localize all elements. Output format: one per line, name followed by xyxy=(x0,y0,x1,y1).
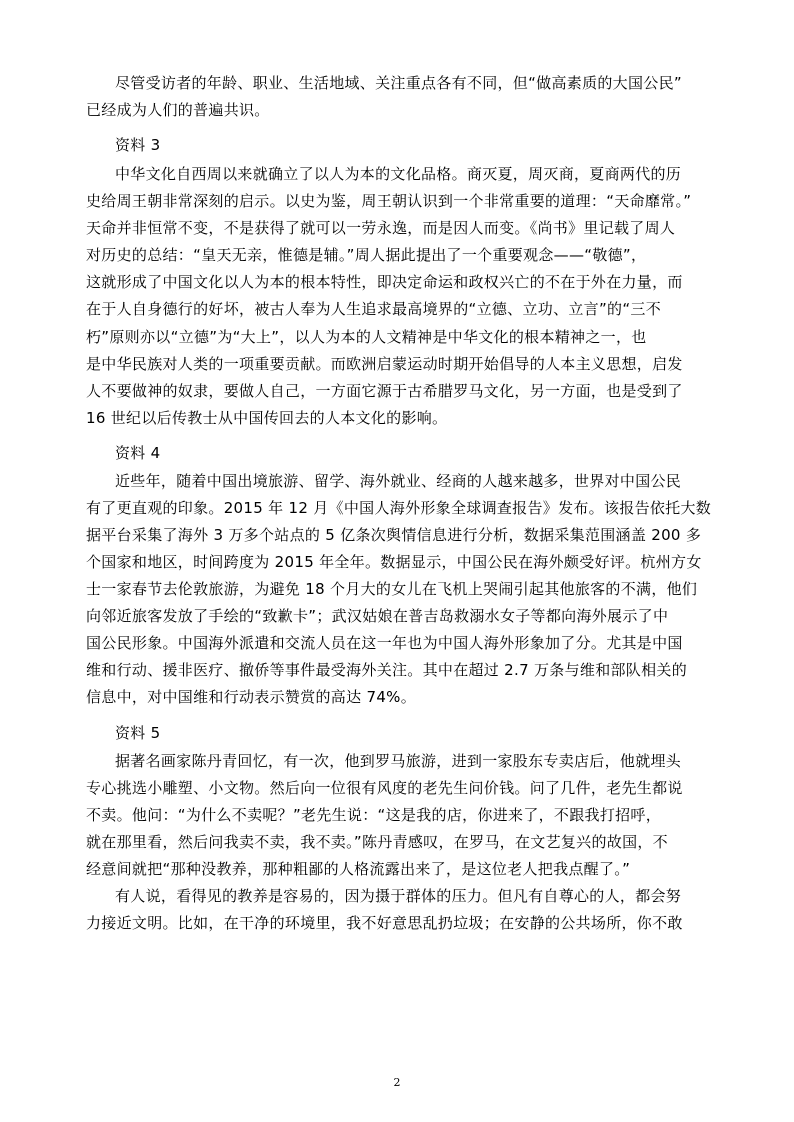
text-line: 中华文化自西周以来就确立了以人为本的文化品格。商灭夏，周灭商，夏商两代的历 xyxy=(115,165,682,183)
text-line: 近些年，随着中国出境旅游、留学、海外就业、经商的人越来越多，世界对中国公民 xyxy=(115,472,682,490)
text-line: 向邻近旅客发放了手绘的“致歉卡”；武汉姑娘在普吉岛救溺水女子等都向海外展示了中 xyxy=(86,607,669,625)
text-line: 这就形成了中国文化以人为本的根本特性，即决定命运和政权兴亡的不在于外在力量，而 xyxy=(86,273,683,291)
text-line: 士一家春节去伦敦旅游，为避免 18 个月大的女儿在飞机上哭闹引起其他旅客的不满，他们 xyxy=(86,580,698,598)
text-line: 据平台采集了海外 3 万多个站点的 5 亿条次舆情信息进行分析，数据采集范围涵盖 200 多 xyxy=(86,526,702,544)
text-line: 尽管受访者的年龄、职业、生活地域、关注重点各有不同，但“做高素质的大国公民” xyxy=(115,74,682,92)
section-heading: 资料 5 xyxy=(115,724,161,742)
text-line: 16 世纪以后传教士从中国传回去的人本文化的影响。 xyxy=(86,409,448,427)
text-line: 天命并非恒常不变，不是获得了就可以一劳永逸，而是因人而变。《尚书》里记载了周人 xyxy=(86,219,676,237)
text-line: 在于人自身德行的好坏，被古人奉为人生追求最高境界的“立德、立功、立言”的“三不 xyxy=(86,300,662,318)
text-line: 维和行动、援非医疗、撤侨等事件最受海外关注。其中在超过 2.7 万条与维和部队相关的 xyxy=(86,661,687,679)
text-line: 已经成为人们的普遍共识。 xyxy=(86,101,270,119)
text-line: 力接近文明。比如，在干净的环境里，我不好意思乱扔垃圾；在安静的公共场所，你不敢 xyxy=(86,914,683,932)
text-line: 据著名画家陈丹青回忆，有一次，他到罗马旅游，进到一家股东专卖店后，他就埋头 xyxy=(115,752,682,770)
text-line: 信息中，对中国维和行动表示赞赏的高达 74%。 xyxy=(86,688,417,706)
page-number: 2 xyxy=(393,1076,401,1089)
text-line: 国公民形象。中国海外派遣和交流人员在这一年也为中国人海外形象加了分。尤其是中国 xyxy=(86,634,683,652)
text-line: 人不要做神的奴隶，要做人自己，一方面它源于古希腊罗马文化，另一方面，也是受到了 xyxy=(86,382,683,400)
text-line: 个国家和地区，时间跨度为 2015 年全年。数据显示，中国公民在海外颇受好评。杭州方女 xyxy=(86,553,702,571)
section-heading: 资料 4 xyxy=(115,444,161,462)
section-heading: 资料 3 xyxy=(115,136,161,154)
text-line: 经意间就把“那种没教养，那种粗鄙的人格流露出来了，是这位老人把我点醒了。” xyxy=(86,860,631,878)
text-line: 专心挑选小雕塑、小文物。然后向一位很有风度的老先生问价钱。问了几件，老先生都说 xyxy=(86,779,683,797)
text-line: 是中华民族对人类的一项重要贡献。而欧洲启蒙运动时期开始倡导的人本主义思想，启发 xyxy=(86,355,683,373)
text-line: 不卖。他问：“为什么不卖呢？”老先生说：“这是我的店，你进来了，不跟我打招呼， xyxy=(86,806,662,824)
text-line: 朽”原则亦以“立德”为“大上”，以人为本的人文精神是中华文化的根本精神之一，也 xyxy=(86,328,647,346)
text-line: 有了更直观的印象。2015 年 12 月《中国人海外形象全球调查报告》发布。该报告依托大数 xyxy=(86,499,712,517)
text-line: 史给周王朝非常深刻的启示。以史为鉴，周王朝认识到一个非常重要的道理：“天命靡常。” xyxy=(86,192,692,210)
text-line: 对历史的总结：“皇天无亲，惟德是辅。”周人据此提出了一个重要观念——“敬德”， xyxy=(86,246,647,264)
text-line: 就在那里看，然后问我卖不卖，我不卖。”陈丹青感叹，在罗马，在文艺复兴的故国，不 xyxy=(86,833,668,851)
text-line: 有人说，看得见的教养是容易的，因为摄于群体的压力。但凡有自尊心的人，都会努 xyxy=(115,887,682,905)
